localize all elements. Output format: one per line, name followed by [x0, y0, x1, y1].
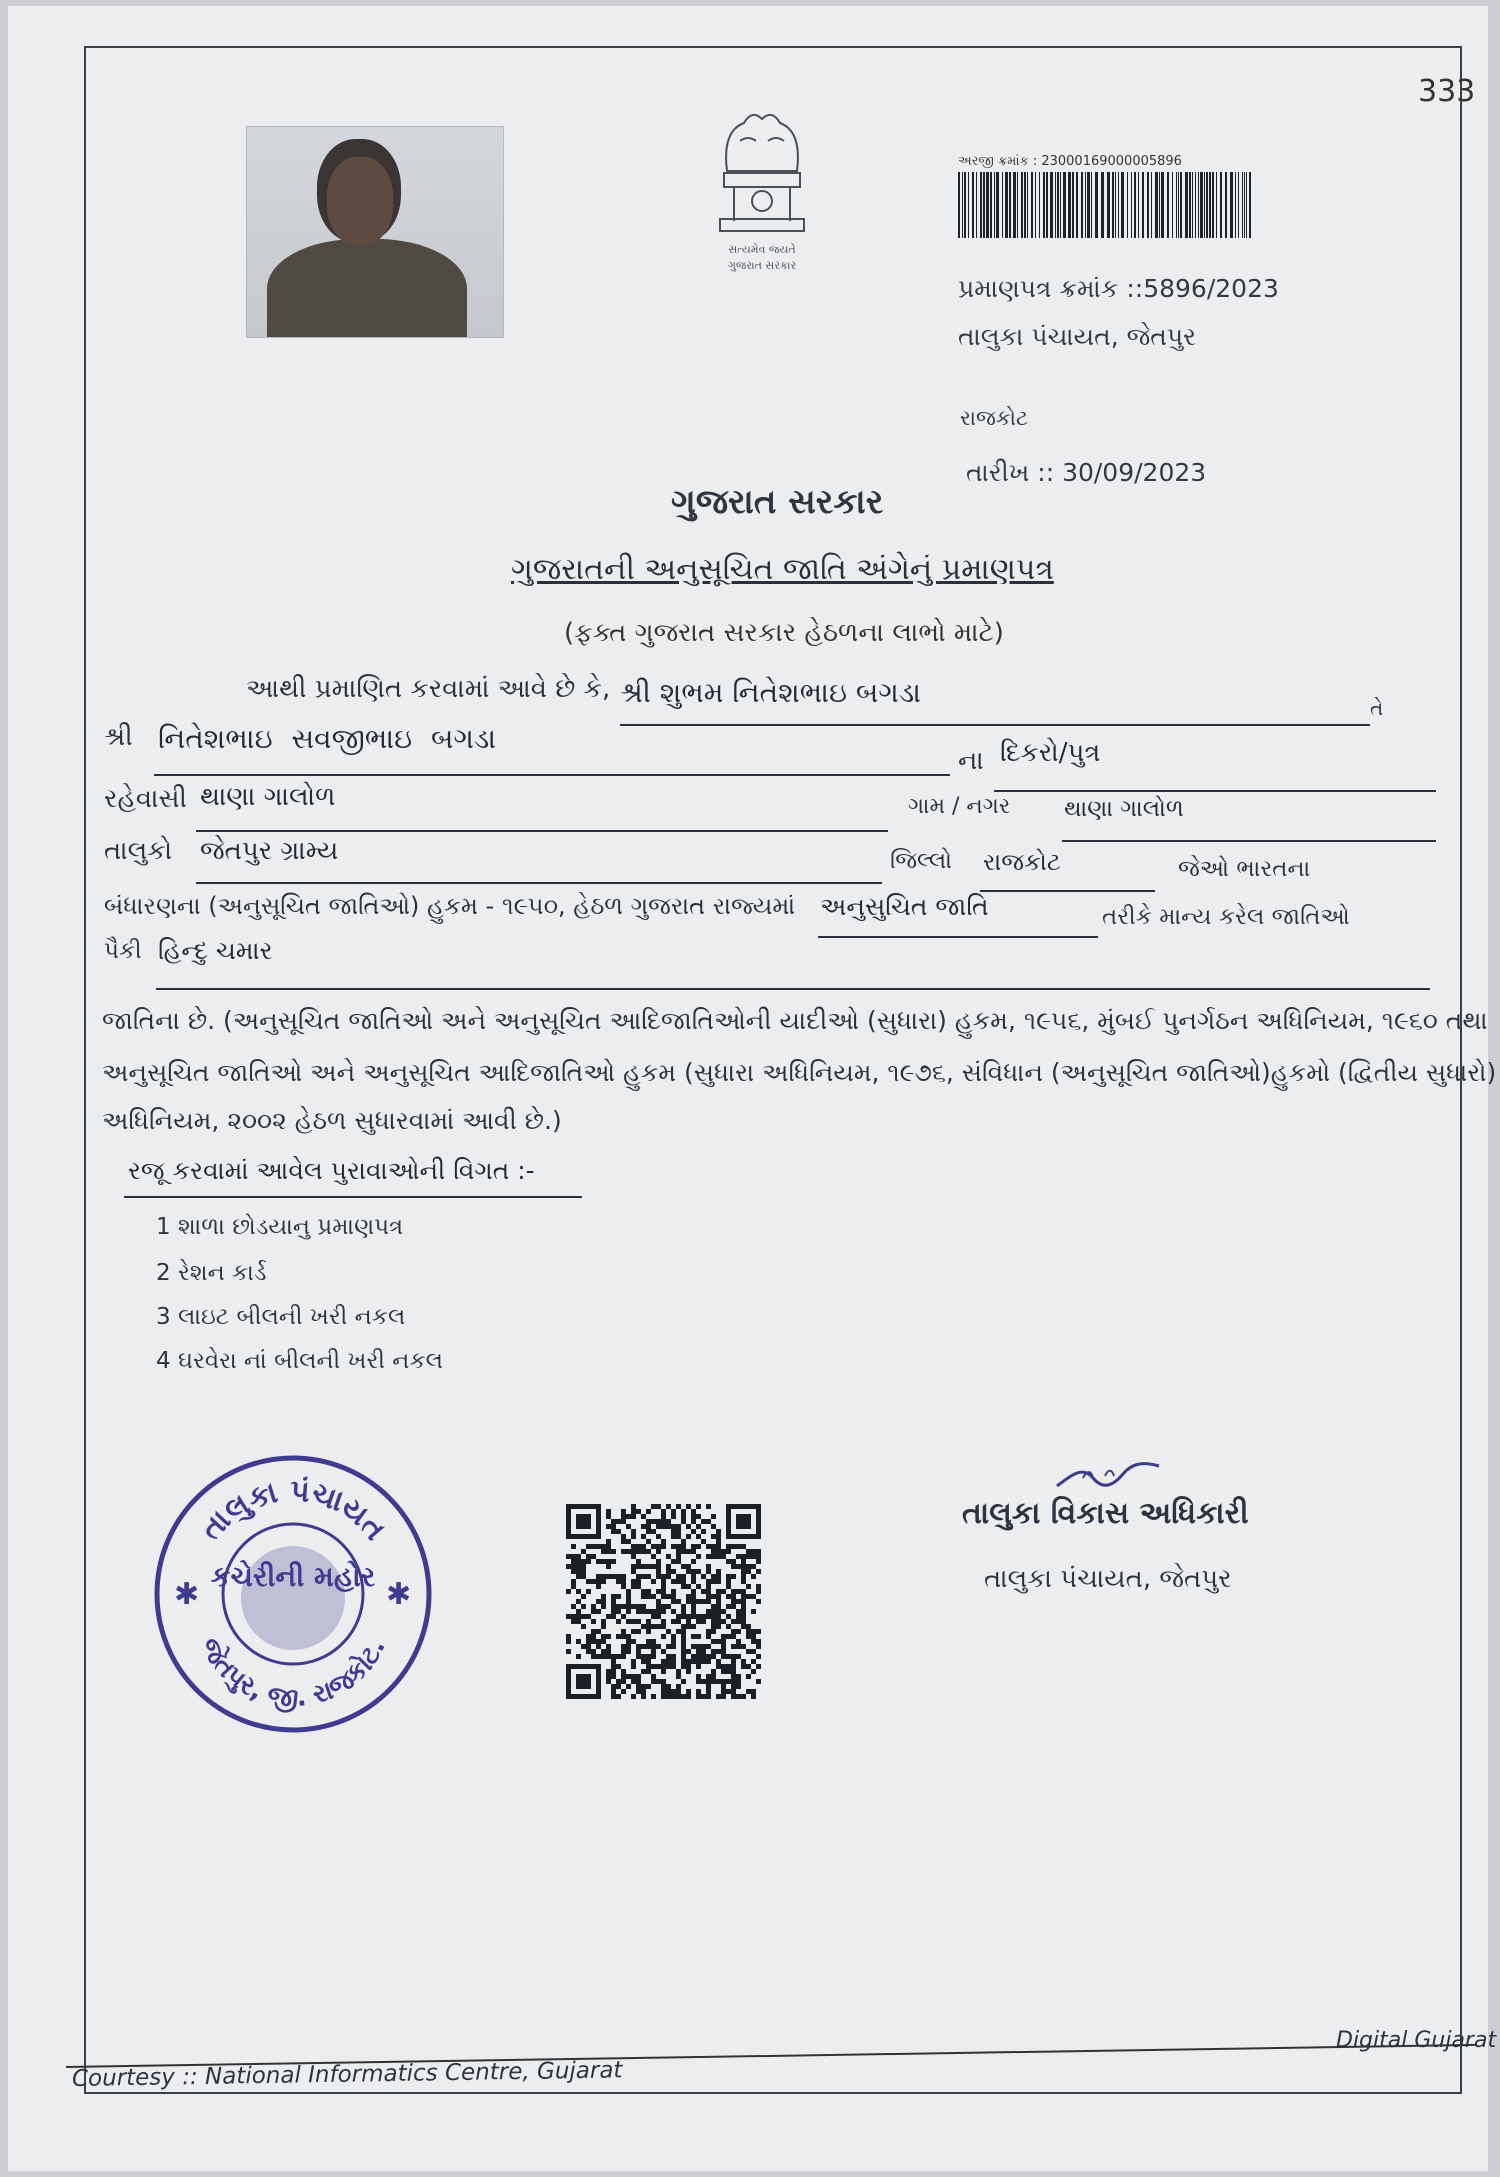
- state-emblem-icon: [692, 101, 832, 281]
- village: થાણા ગાલોળ: [1064, 796, 1184, 822]
- taluka-label: તાલુકો: [104, 836, 173, 866]
- page-number: 333: [1418, 74, 1476, 109]
- certificate-subtitle: (ફક્ત ગુજરાત સરકાર હેઠળના લાભો માટે): [564, 618, 1004, 648]
- proof-item: 4 ઘરવેરા નાં બીલની ખરી નકલ: [156, 1348, 444, 1374]
- legal-paragraph-line-2: અનુસૂચિત જાતિઓ અને અનુસૂચિત આદિજાતિઓ હુકમ (સુધારા અધિનિયમ, ૧૯૭૬, સંવિધાન (અનુસૂચિત જાતિઓ)હુકમો (દ્વિતીય સુધારો): [102, 1058, 1497, 1087]
- order-text: બંધારણના (અનુસૂચિત જાતિઓ) હુકમ - ૧૯૫૦, હેઠળ ગુજરાત રાજ્યમાં: [104, 892, 796, 920]
- svg-text:તાલુકા પંચાયત: [194, 1474, 393, 1548]
- issue-date: તારીખ :: 30/09/2023: [966, 458, 1207, 487]
- father-prefix: શ્રી: [104, 722, 133, 752]
- certificate-number: પ્રમાણપત્ર ક્રમાંક ::5896/2023: [958, 274, 1279, 303]
- issuing-office: તાલુકા પંચાયત, જેતપુર: [958, 322, 1196, 351]
- proofs-heading: રજૂ કરવામાં આવેલ પુરાવાઓની વિગત :-: [128, 1156, 535, 1185]
- svg-text:✱: ✱: [174, 1577, 200, 1612]
- recognized-text: તરીકે માન્ય કરેલ જાતિઓ: [1102, 904, 1350, 930]
- resident-label: રહેવાસી: [104, 784, 187, 814]
- district: રાજકોટ: [983, 848, 1061, 876]
- government-heading: ગુજરાત સરકાર: [671, 482, 884, 522]
- signatory-title: તાલુકા વિકાસ અધિકારી: [962, 1496, 1249, 1531]
- applicant-photo: [246, 126, 504, 338]
- legal-paragraph-line-3: અધિનિયમ, ૨૦૦૨ હેઠળ સુધારવામાં આવી છે.): [102, 1106, 562, 1135]
- legal-paragraph-line-1: જાતિના છે. (અનુસૂચિત જાતિઓ અને અનુસૂચિત આદિજાતિઓની યાદીઓ (સુધારા) હુકમ, ૧૯૫૬, મુંબઈ પુનર્ગઠન અધિનિયમ, ૧૯૬૦ તથા: [102, 1006, 1488, 1035]
- footer-courtesy: Courtesy :: National Informatics Centre, Gujarat: [71, 2057, 623, 2092]
- signature: [1053, 1456, 1163, 1496]
- among-label: પૈકી: [104, 938, 142, 964]
- barcode-number: અરજી ક્રમાંક : 23000169000005896: [958, 154, 1182, 169]
- certificate-title: ગુજરાતની અનુસૂચિત જાતિ અંગેનું પ્રમાણપત્ર: [511, 552, 1054, 587]
- proof-item: 1 શાળા છોડયાનુ પ્રમાણપત્ર: [156, 1214, 404, 1240]
- emblem-motto: સત્યમેવ જયતે: [728, 243, 796, 256]
- emblem-caption: ગુજરાત સરકાર: [727, 259, 797, 272]
- svg-text:✱: ✱: [386, 1577, 412, 1612]
- proof-item: 2 રેશન કાર્ડ: [156, 1260, 267, 1286]
- district-label: જિલ્લો: [890, 848, 953, 874]
- qr-code: [566, 1504, 761, 1699]
- who-indian: જેઓ ભારતના: [1178, 856, 1311, 882]
- relation: દિકરો/પુત્ર: [1000, 738, 1101, 768]
- signatory-office: તાલુકા પંચાયત, જેતપુર: [984, 1564, 1232, 1594]
- certificate-page: [8, 6, 1497, 2171]
- seal-middle-text: કચેરીની મહોર: [210, 1560, 376, 1593]
- barcode: [958, 172, 1253, 238]
- proof-item: 3 લાઇટ બીલની ખરી નકલ: [156, 1304, 406, 1330]
- seal-bottom-text: જેતપુર, જી. રાજકોટ.: [193, 1633, 392, 1715]
- father-name: નિતેશભાઇ સવજીભાઇ બગડા: [158, 722, 497, 755]
- category: અનુસુચિત જાતિ: [820, 892, 989, 921]
- village-label: ગામ / નગર: [908, 794, 1011, 819]
- resident-place: થાણા ગાલોળ: [200, 782, 336, 812]
- certify-intro: આથી પ્રમાણિત કરવામાં આવે છે કે,: [246, 674, 611, 704]
- office-seal: [148, 1446, 438, 1736]
- issuing-district: રાજકોટ: [960, 406, 1029, 430]
- relation-label: ના: [958, 746, 984, 776]
- applicant-name: શ્રી શુભમ નિતેશભાઇ બગડા: [620, 676, 922, 709]
- taluka: જેતપુર ગ્રામ્ય: [200, 836, 339, 866]
- digital-gujarat-brand: Digital Gujarat: [1336, 2028, 1497, 2053]
- te-label: તે: [1370, 696, 1384, 720]
- seal-top-text: તાલુકા પંચાયત: [193, 1473, 393, 1548]
- caste: હિન્દુ ચમાર: [158, 936, 273, 965]
